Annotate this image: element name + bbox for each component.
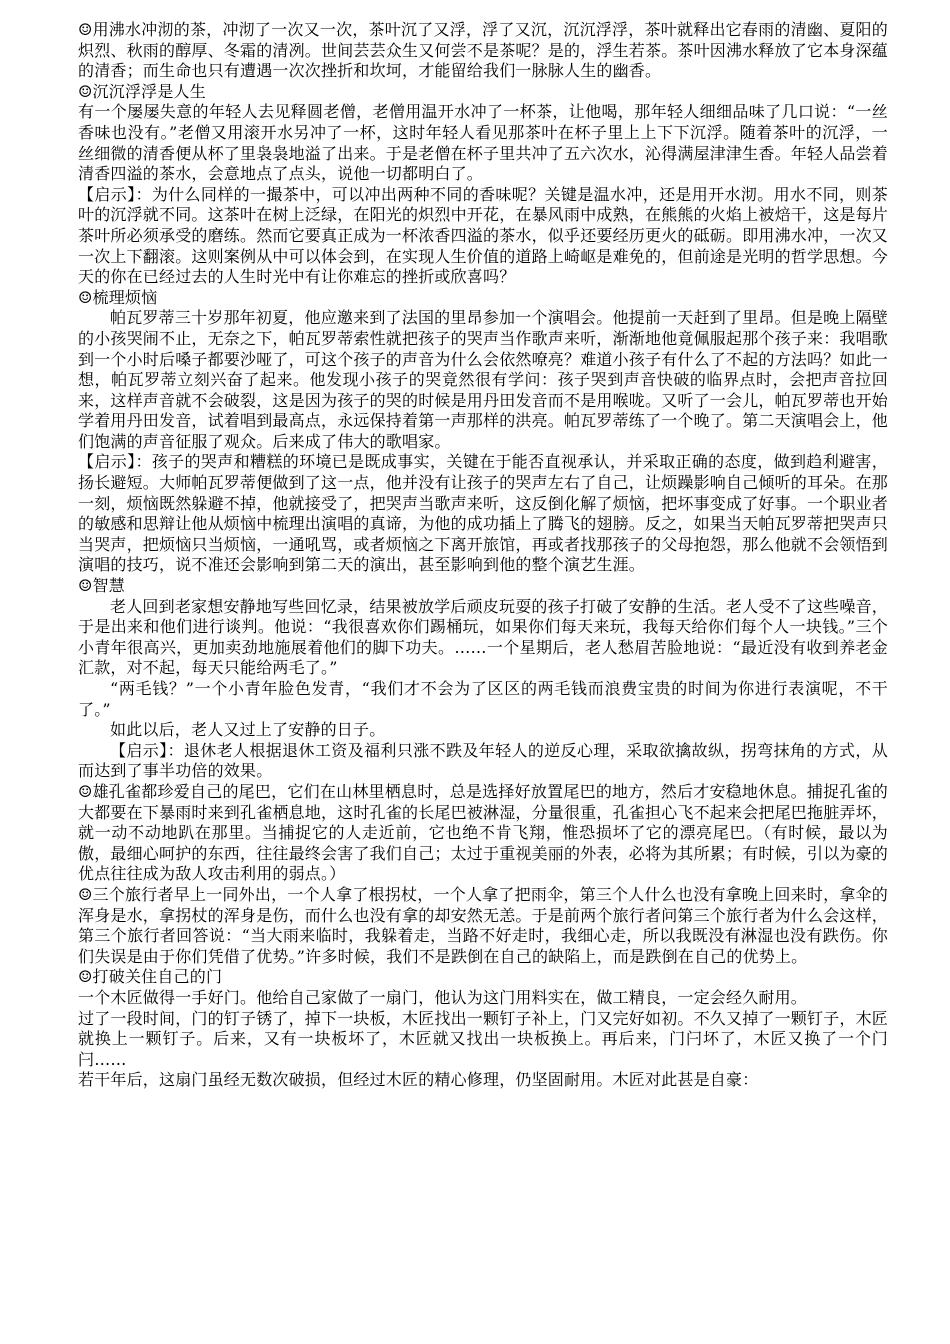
- paragraph-peacock: ☺雄孔雀都珍爱自己的尾巴，它们在山林里栖息时，总是选择好放置尾巴的地方，然后才安稳地休息。捕捉孔雀的大都要在下暴雨时来到孔雀栖息地，这时孔雀的长尾巴被淋湿，分量很重，孔雀担心飞不起来会把尾巴拖脏弄坏，就一动不动地趴在那里。当捕捉它的人走近前，它也绝不肯飞翔，惟恐损坏了它的漂亮尾巴。（有时候，最以为傲，最细心呵护的东西，往往最终会害了我们自己；太过于重视美丽的外表，必将为其所累；有时候，引以为豪的优点往往成为敌人攻击利用的弱点。）: [78, 781, 889, 884]
- paragraph-tea-intro: ☺用沸水冲沏的茶，冲沏了一次又一次，茶叶沉了又浮，浮了又沉，沉沉浮浮，茶叶就释出它春雨的清幽、夏阳的炽烈、秋雨的醇厚、冬霜的清冽。世间芸芸众生又何尝不是茶呢？是的，浮生若茶。茶叶因沸水释放了它本身深蕴的清香；而生命也只有遭遇一次次挫折和坎坷，才能留给我们一脉脉人生的幽香。: [78, 20, 889, 81]
- paragraph-two-mao: “两毛钱？”一个小青年脸色发青，“我们才不会为了区区的两毛钱而浪费宝贵的时间为你进行表演呢，不干了。”: [78, 679, 888, 719]
- heading-wisdom: ☺智慧: [78, 576, 125, 596]
- paragraph-revelation-pavarotti: 【启示】：孩子的哭声和糟糕的环境已是既成事实，关键在于能否直视承认，并采取正确的态度，做到趋利避害，扬长避短。大师帕瓦罗蒂便做到了这一点，他并没有让孩子的哭声左右了自己，让烦躁影响自己倾听的耳朵。在那一刻，烦恼既然躲避不掉，他就接受了，把哭声当歌声来听，这反倒化解了烦恼，把坏事变成了好事。一个职业者的敏感和思辩让他从烦恼中梳理出演唱的真谛，为他的成功插上了腾飞的翅膀。反之，如果当天帕瓦罗蒂把哭声只当哭声，把烦恼只当烦恼，一通吼骂，或者烦恼之下离开旅馆，再或者找那孩子的父母抱怨，那么他就不会领悟到演唱的技巧，说不准还会影响到第二天的演出，甚至影响到他的整个演艺生涯。: [78, 452, 889, 575]
- paragraph-quiet-days: 如此以后，老人又过上了安静的日子。: [110, 720, 386, 740]
- paragraph-carpenter-door: 一个木匠做得一手好门。他给自己家做了一扇门，他认为这门用料实在，做工精良，一定会经久耐用。: [78, 987, 808, 1007]
- heading-sorting-troubles: ☺梳理烦恼: [78, 287, 158, 307]
- paragraph-old-man-story: 老人回到老家想安静地写些回忆录，结果被放学后顽皮玩耍的孩子打破了安静的生活。老人受不了这些噪音，于是出来和他们进行谈判。他说：“我很喜欢你们踢桶玩，如果你们每天来玩，我每天给你们每个人一块钱。”三个小青年很高兴，更加卖劲地施展着他们的脚下功夫。……一个星期后，老人愁眉苦脸地说：“最近没有收到养老金汇款，对不起，每天只能给两毛了。”: [78, 596, 888, 678]
- paragraph-revelation-old-man: 【启示】：退休老人根据退休工资及福利只涨不跌及年轻人的逆反心理，采取欲擒故纵，拐弯抹角的方式，从而达到了事半功倍的效果。: [78, 740, 888, 781]
- paragraph-door-repairs: 过了一段时间，门的钉子锈了，掉下一块板，木匠找出一颗钉子补上，门又完好如初。不久又掉了一颗钉子，木匠就换上一颗钉子。后来，又有一块板坏了，木匠就又找出一块板换上。再后来，门闩坏了，木匠又换了一个门闩……: [78, 1008, 889, 1069]
- paragraph-pavarotti-story: 帕瓦罗蒂三十岁那年初夏，他应邀来到了法国的里昂参加一个演唱会。他提前一天赶到了里昂。但是晚上隔壁的小孩哭闹不止，无奈之下，帕瓦罗蒂索性就把孩子的哭声当作歌声来听，渐渐地他竟佩服起那个孩子来：我唱歌到一个小时后嗓子都要沙哑了，可这个孩子的声音为什么会依然嘹亮？难道小孩子有什么了不起的方法吗？如此一想，帕瓦罗蒂立刻兴奋了起来。他发现小孩子的哭竟然很有学问：孩子哭到声音快破的临界点时，会把声音拉回来，这样声音就不会破裂，这是因为孩子的哭的时候是用丹田发音而不是用喉咙。又听了一会儿，帕瓦罗蒂也开始学着用丹田发音，试着唱到最高点，永远保持着第一声那样的洪亮。帕瓦罗蒂练了一个晚了。第二天演唱会上，他们饱满的声音征服了观众。后来成了伟大的歌唱家。: [78, 308, 889, 451]
- paragraph-revelation-tea: 【启示】：为什么同样的一撮茶中，可以冲出两种不同的香味呢？关键是温水冲，还是用开水沏。用水不同，则茶叶的沉浮就不同。这茶叶在树上泛绿，在阳光的炽烈中开花，在暴风雨中成熟，在熊熊的火焰上被焙干，这是每片茶叶所必须承受的磨练。然而它要真正成为一杯浓香四溢的茶水，似乎还要经历更火的砥砺。即用沸水冲，一次又一次上下翻滚。这则案例从中可以体会到，在实现人生价值的道路上崎岖是难免的，但前途是光明的哲学思想。今天的你在已经过去的人生时光中有让你难忘的挫折或欣喜吗？: [78, 184, 889, 287]
- heading-break-door: ☺打破关住自己的门: [78, 967, 223, 987]
- document-page: [78, 20, 888, 1091]
- heading-life-ups-downs: ☺沉沉浮浮是人生: [78, 81, 206, 101]
- paragraph-monk-story: 有一个屡屡失意的年轻人去见释圆老僧，老僧用温开水冲了一杯茶，让他喝，那年轻人细细品味了几口说：“一丝香味也没有。”老僧又用滚开水另冲了一杯，这时年轻人看见那茶叶在杯子里上上下下沉浮。随着茶叶的沉浮，一丝细微的清香便从杯了里袅袅地溢了出来。于是老僧在杯子里共冲了五六次水，沁得满屋津津生香。年轻人品尝着清香四溢的茶水，会意地点了点头，说他一切都明白了。: [78, 102, 889, 184]
- paragraph-three-travelers: ☺三个旅行者早上一同外出，一个人拿了根拐杖，一个人拿了把雨伞，第三个人什么也没有拿晚上回来时，拿伞的浑身是水，拿拐杖的浑身是伤，而什么也没有拿的却安然无恙。于是前两个旅行者问第三个旅行者为什么会这样，第三个旅行者回答说：“当大雨来临时，我躲着走，当路不好走时，我细心走，所以我既没有淋湿也没有跌伤。你们失误是由于你们凭借了优势。”许多时候，我们不是跌倒在自己的缺陷上，而是跌倒在自己的优势上。: [78, 884, 889, 966]
- paragraph-years-later: 若干年后，这扇门虽经无数次破损，但经过木匠的精心修理，仍坚固耐用。木匠对此甚是自豪：: [78, 1070, 759, 1090]
